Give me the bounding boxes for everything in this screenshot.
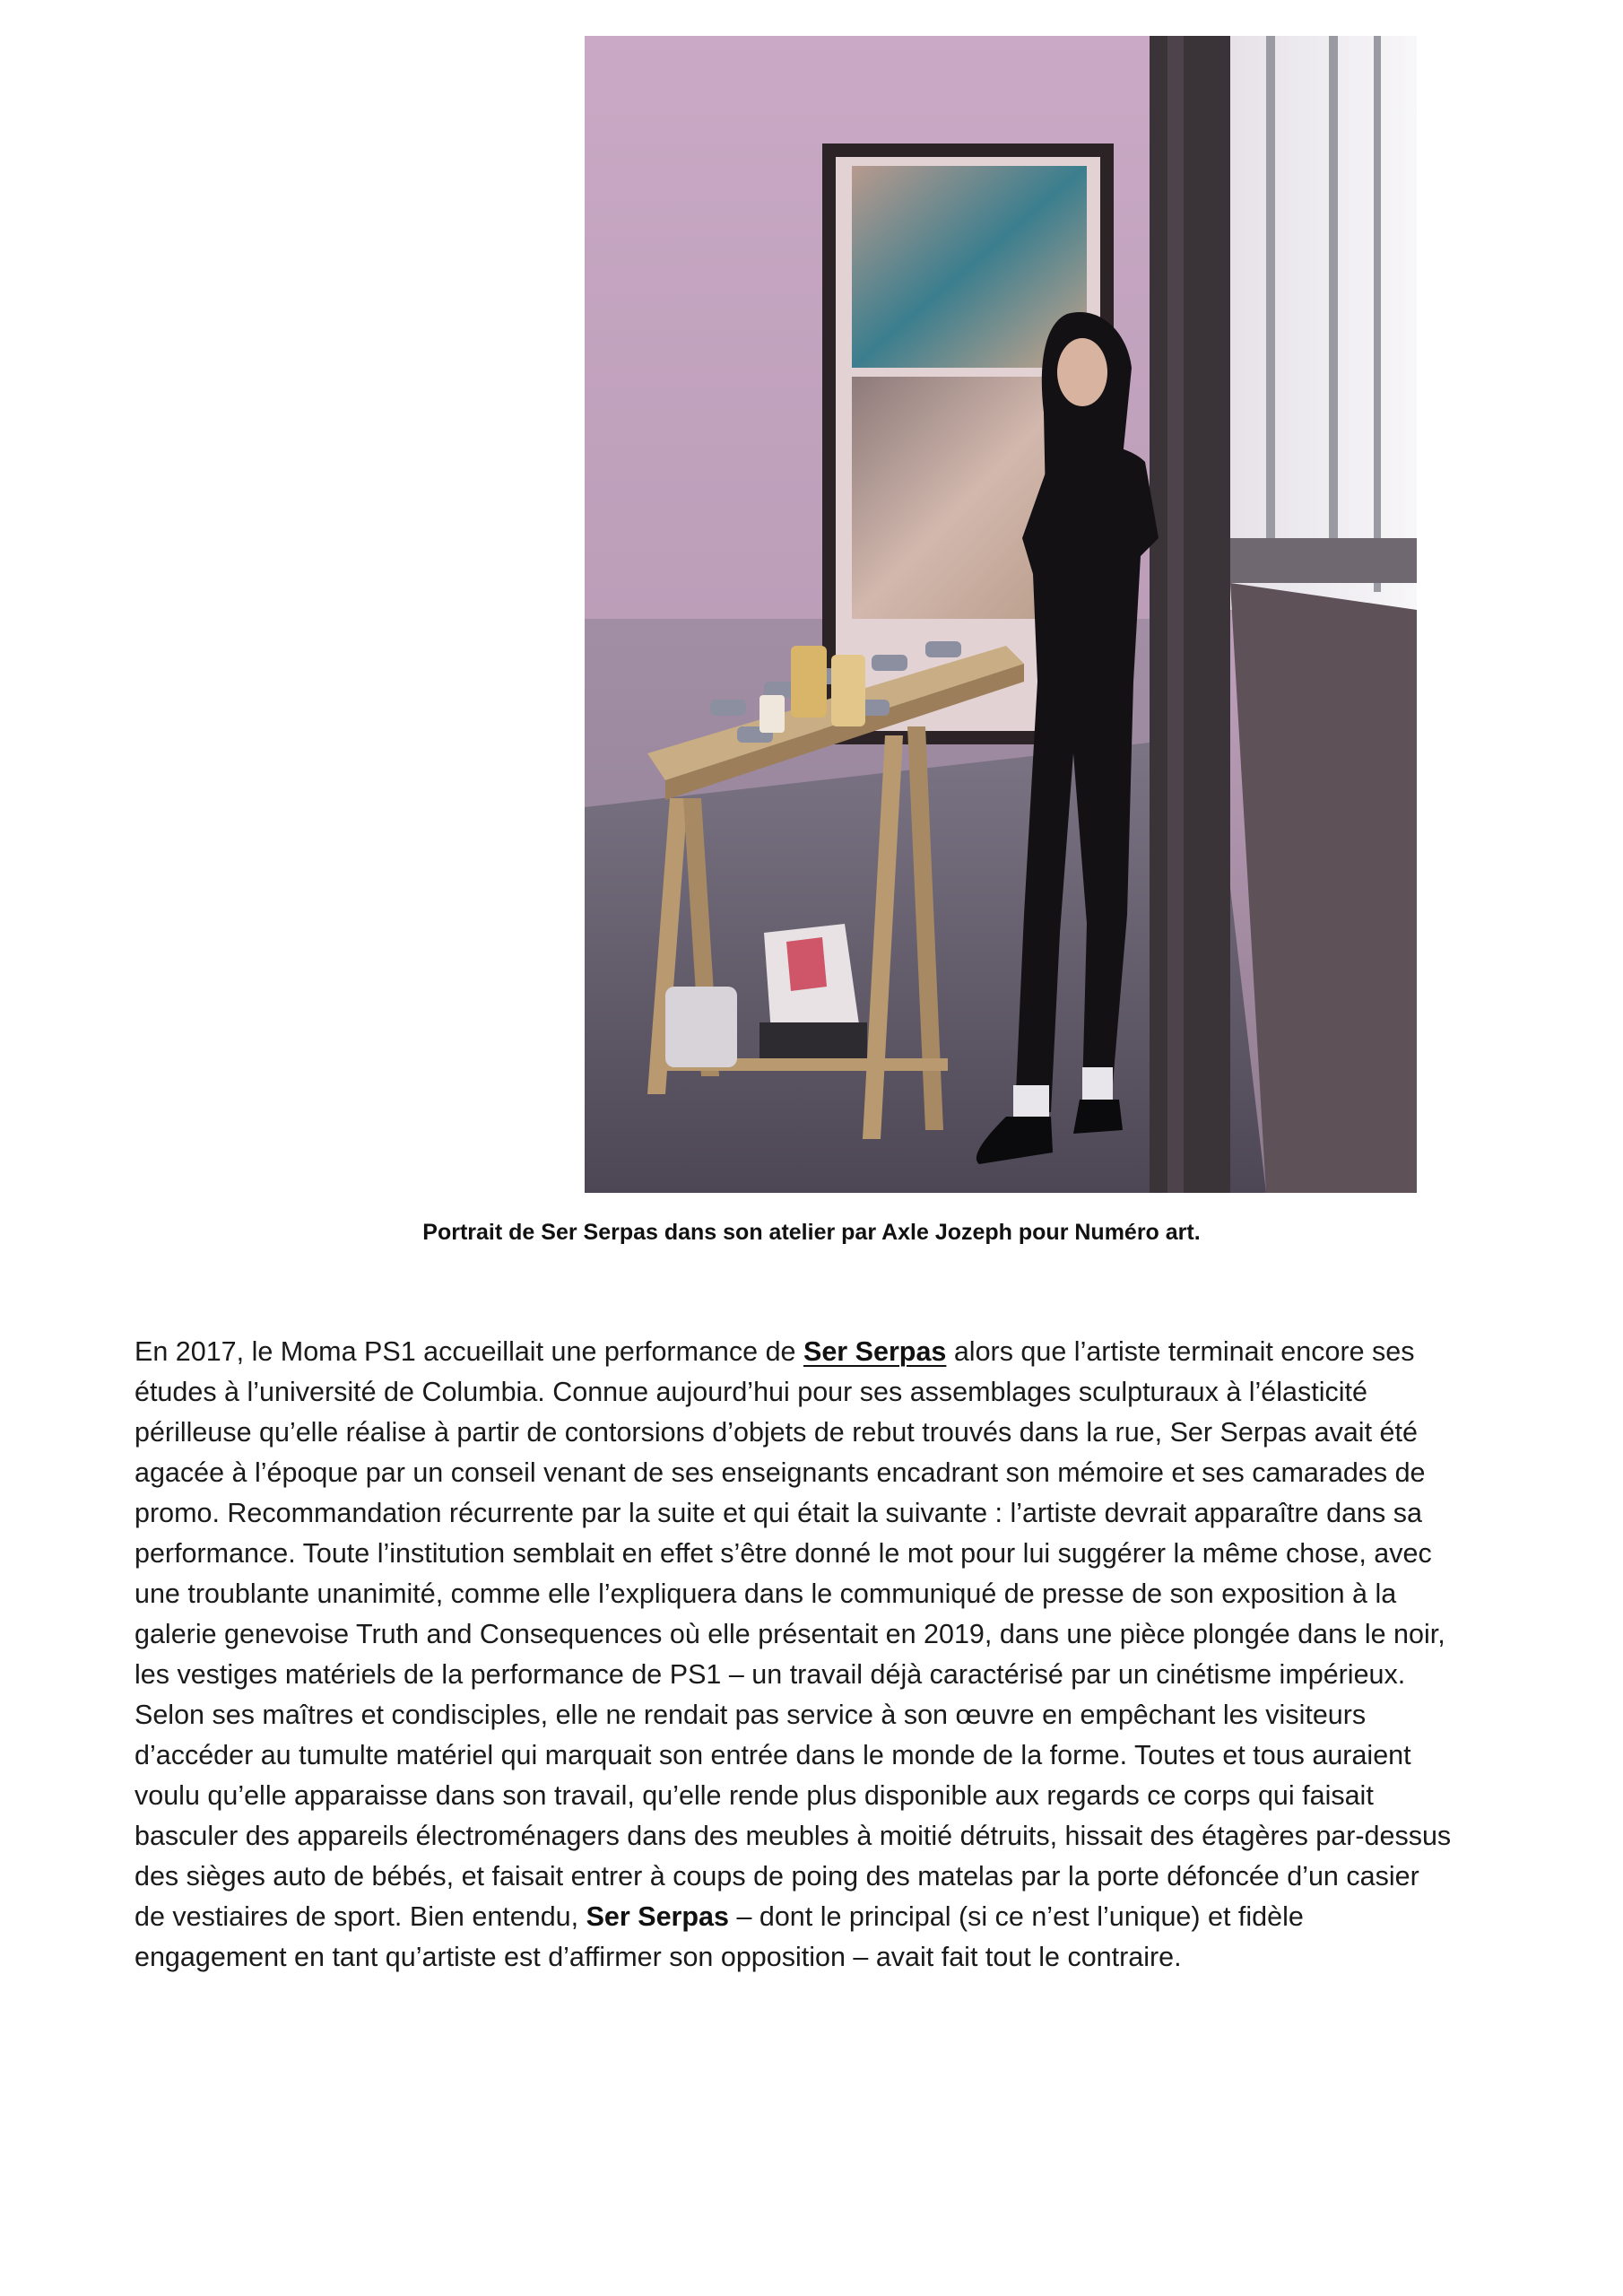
article-line: performance. Toute l’institution semblait en effet s’être donné le mot pour lui suggérer la même chose, avec [135,1538,1432,1569]
article-line: les vestiges matériels de la performance de PS1 – un travail déjà caractérisé par un cinétisme impérieux. [135,1659,1406,1690]
portrait-photo [585,36,1417,1193]
photo-caption: Portrait de Ser Serpas dans son atelier par Axle Jozeph pour Numéro art. [422,1220,1201,1245]
article-line: engagement en tant qu’artiste est d’affirmer son opposition – avait fait tout le contraire. [135,1942,1182,1972]
article-text: En 2017, le Moma PS1 accueillait une performance de [135,1336,803,1367]
studio-portrait-illustration [585,36,1417,1193]
article-line: Selon ses maîtres et condisciples, elle ne rendait pas service à son œuvre en empêchant les visiteurs [135,1700,1367,1730]
article-text: – dont le principal (si ce n’est l’unique) et fidèle [728,1901,1304,1932]
article-line: études à l’université de Columbia. Connue aujourd’hui pour ses assemblages sculpturaux à l’élasticité [135,1377,1367,1407]
article-line: une troublante unanimité, comme elle l’expliquera dans le communiqué de presse de son exposition à la [135,1578,1397,1609]
article-line: voulu qu’elle apparaisse dans son travail, qu’elle rende plus disponible aux regards ce corps qui faisait [135,1780,1374,1811]
article-line: d’accéder au tumulte matériel qui marquait son entrée dans le monde de la forme. Toutes et tous auraient [135,1740,1411,1770]
article-text: alors que l’artiste terminait encore ses [946,1336,1415,1367]
artist-link[interactable]: Ser Serpas [803,1336,947,1367]
article-line: promo. Recommandation récurrente par la suite et qui était la suivante : l’artiste devrait apparaître dans sa [135,1498,1422,1528]
article-line: agacée à l’époque par un conseil venant de ses enseignants encadrant son mémoire et ses camarades de [135,1457,1426,1488]
article-line: galerie genevoise Truth and Consequences où elle présentait en 2019, dans une pièce plongée dans le noir, [135,1619,1445,1649]
article-line [135,1897,1533,1937]
article-line: périlleuse qu’elle réalise à partir de contorsions d’objets de rebut trouvés dans la rue, Ser Serpas avait été [135,1417,1418,1448]
artist-name-bold: Ser Serpas [586,1901,729,1932]
article-line: basculer des appareils électroménagers dans des meubles à moitié détruits, hissait des étagères par-dessus [135,1821,1452,1851]
article-text: de vestiaires de sport. Bien entendu, [135,1901,586,1932]
article-line [135,1332,1533,1372]
article-line: des sièges auto de bébés, et faisait entrer à coups de poing des matelas par la porte défoncée d’un casier [135,1861,1419,1892]
article-body [135,1332,1533,1978]
